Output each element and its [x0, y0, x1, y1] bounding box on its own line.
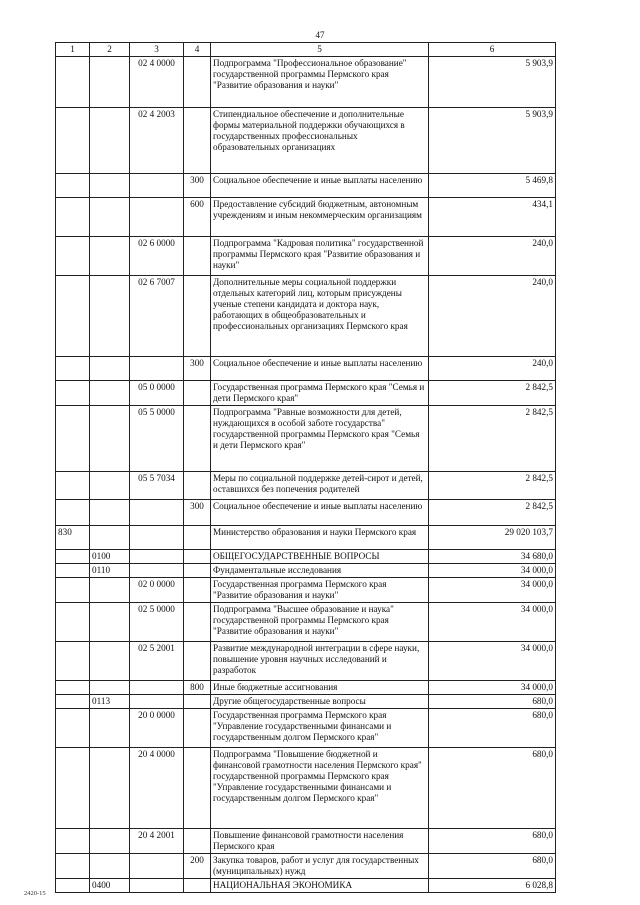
table-row: [56, 57, 556, 108]
code-2-cell: [90, 642, 130, 681]
description-cell: Подпрограмма "Кадровая политика" государственной программы Пермского края "Развитие образования и науки": [211, 237, 429, 276]
code-1-cell: [56, 472, 90, 500]
column-header-5: 5: [211, 43, 429, 57]
table-row: [56, 603, 556, 642]
description-cell: Социальное обеспечение и иные выплаты населению: [211, 357, 429, 381]
amount-cell: 34 000,0: [429, 564, 556, 578]
code-4-cell: [184, 578, 211, 603]
table-row: [56, 500, 556, 526]
code-1-cell: [56, 879, 90, 893]
description-cell: Министерство образования и науки Пермского края: [211, 526, 429, 550]
table-row: [56, 854, 556, 879]
code-4-cell: [184, 381, 211, 406]
amount-cell: 680,0: [429, 695, 556, 709]
code-1-cell: [56, 57, 90, 108]
code-3-cell: 05 0 0000: [130, 381, 184, 406]
amount-cell: 34 000,0: [429, 681, 556, 695]
code-4-cell: [184, 550, 211, 564]
amount-cell: 240,0: [429, 237, 556, 276]
code-1-cell: [56, 276, 90, 357]
code-3-cell: [130, 879, 184, 893]
code-1-cell: [56, 603, 90, 642]
code-4-cell: [184, 695, 211, 709]
description-cell: Социальное обеспечение и иные выплаты населению: [211, 500, 429, 526]
code-3-cell: [130, 500, 184, 526]
code-4-cell: 600: [184, 198, 211, 237]
code-2-cell: [90, 237, 130, 276]
code-1-cell: [56, 198, 90, 237]
description-cell: Развитие международной интеграции в сфере науки, повышение уровня научных исследований и разработок: [211, 642, 429, 681]
code-1-cell: [56, 564, 90, 578]
code-4-cell: 800: [184, 681, 211, 695]
amount-cell: 34 000,0: [429, 642, 556, 681]
amount-cell: 34 000,0: [429, 578, 556, 603]
code-3-cell: 20 4 0000: [130, 748, 184, 829]
description-cell: ОБЩЕГОСУДАРСТВЕННЫЕ ВОПРОСЫ: [211, 550, 429, 564]
amount-cell: 2 842,5: [429, 472, 556, 500]
column-header-4: 4: [184, 43, 211, 57]
code-1-cell: [56, 709, 90, 748]
description-cell: Иные бюджетные ассигнования: [211, 681, 429, 695]
code-4-cell: [184, 709, 211, 748]
code-2-cell: [90, 603, 130, 642]
code-2-cell: [90, 108, 130, 174]
table-row: [56, 879, 556, 893]
amount-cell: 240,0: [429, 276, 556, 357]
code-2-cell: [90, 406, 130, 472]
code-2-cell: [90, 709, 130, 748]
column-header-1: 1: [56, 43, 90, 57]
code-4-cell: [184, 603, 211, 642]
table-row: [56, 709, 556, 748]
amount-cell: 5 469,8: [429, 174, 556, 198]
code-4-cell: [184, 829, 211, 854]
code-3-cell: 20 4 2001: [130, 829, 184, 854]
code-2-cell: 0110: [90, 564, 130, 578]
description-cell: НАЦИОНАЛЬНАЯ ЭКОНОМИКА: [211, 879, 429, 893]
description-cell: Стипендиальное обеспечение и дополнительные формы материальной поддержки обучающихся в государственных профессиональных образовательных организациях: [211, 108, 429, 174]
description-cell: Другие общегосударственные вопросы: [211, 695, 429, 709]
description-cell: Социальное обеспечение и иные выплаты населению: [211, 174, 429, 198]
code-3-cell: [130, 550, 184, 564]
code-1-cell: [56, 748, 90, 829]
table-row: [56, 198, 556, 237]
column-header-3: 3: [130, 43, 184, 57]
amount-cell: 5 903,9: [429, 108, 556, 174]
amount-cell: 680,0: [429, 829, 556, 854]
code-4-cell: [184, 472, 211, 500]
code-4-cell: [184, 879, 211, 893]
amount-cell: 5 903,9: [429, 57, 556, 108]
description-cell: Подпрограмма "Равные возможности для детей, нуждающихся в особой заботе государства" государственной программы Пермского края "Семья и дети Пермского края": [211, 406, 429, 472]
table-row: [56, 526, 556, 550]
code-3-cell: [130, 357, 184, 381]
description-cell: Государственная программа Пермского края "Управление государственными финансами и государственным долгом Пермского края": [211, 709, 429, 748]
code-2-cell: [90, 854, 130, 879]
amount-cell: 2 842,5: [429, 406, 556, 472]
description-cell: Подпрограмма "Высшее образование и наука" государственной программы Пермского края "Развитие образования и науки": [211, 603, 429, 642]
code-3-cell: 02 5 2001: [130, 642, 184, 681]
code-2-cell: [90, 681, 130, 695]
document-stamp: 2420-15: [24, 890, 46, 897]
code-3-cell: [130, 854, 184, 879]
code-1-cell: [56, 500, 90, 526]
table-row: [56, 642, 556, 681]
description-cell: Предоставление субсидий бюджетным, автономным учреждениям и иным некоммерческим организациям: [211, 198, 429, 237]
code-2-cell: [90, 198, 130, 237]
code-4-cell: [184, 108, 211, 174]
description-cell: Подпрограмма "Профессиональное образование" государственной программы Пермского края "Развитие образования и науки": [211, 57, 429, 108]
amount-cell: 2 842,5: [429, 500, 556, 526]
amount-cell: 240,0: [429, 357, 556, 381]
code-1-cell: [56, 681, 90, 695]
description-cell: Фундаментальные исследования: [211, 564, 429, 578]
code-3-cell: 02 5 0000: [130, 603, 184, 642]
code-2-cell: [90, 381, 130, 406]
code-1-cell: [56, 829, 90, 854]
description-cell: Дополнительные меры социальной поддержки отдельных категорий лиц, которым присуждены ученые степени кандидата и доктора наук, работающих в общеобразовательных и профессиональных организациях Пермского края: [211, 276, 429, 357]
table-row: [56, 578, 556, 603]
amount-cell: 29 020 103,7: [429, 526, 556, 550]
description-cell: Повышение финансовой грамотности населения Пермского края: [211, 829, 429, 854]
code-2-cell: 0100: [90, 550, 130, 564]
code-4-cell: [184, 642, 211, 681]
table-row: [56, 357, 556, 381]
code-2-cell: [90, 174, 130, 198]
code-1-cell: [56, 381, 90, 406]
code-3-cell: 02 6 7007: [130, 276, 184, 357]
amount-cell: 6 028,8: [429, 879, 556, 893]
table-row: [56, 108, 556, 174]
table-row: [56, 681, 556, 695]
code-3-cell: 02 0 0000: [130, 578, 184, 603]
amount-cell: 2 842,5: [429, 381, 556, 406]
code-1-cell: [56, 237, 90, 276]
code-3-cell: 02 6 0000: [130, 237, 184, 276]
code-3-cell: [130, 681, 184, 695]
amount-cell: 34 680,0: [429, 550, 556, 564]
code-1-cell: [56, 406, 90, 472]
code-1-cell: [56, 174, 90, 198]
code-3-cell: [130, 564, 184, 578]
table-row: [56, 748, 556, 829]
table-row: [56, 472, 556, 500]
description-cell: Государственная программа Пермского края "Развитие образования и науки": [211, 578, 429, 603]
code-4-cell: [184, 748, 211, 829]
header-row: [56, 43, 556, 57]
table-row: [56, 237, 556, 276]
table-row: [56, 564, 556, 578]
description-cell: Государственная программа Пермского края "Семья и дети Пермского края": [211, 381, 429, 406]
code-1-cell: [56, 550, 90, 564]
table-row: [56, 829, 556, 854]
code-1-cell: [56, 357, 90, 381]
amount-cell: 680,0: [429, 748, 556, 829]
code-3-cell: 02 4 2003: [130, 108, 184, 174]
code-2-cell: [90, 472, 130, 500]
code-4-cell: [184, 526, 211, 550]
page-number: 47: [315, 30, 325, 40]
code-1-cell: 830: [56, 526, 90, 550]
code-4-cell: 300: [184, 357, 211, 381]
code-1-cell: [56, 854, 90, 879]
table-row: [56, 695, 556, 709]
code-3-cell: [130, 695, 184, 709]
code-4-cell: [184, 237, 211, 276]
table-row: [56, 550, 556, 564]
code-3-cell: [130, 198, 184, 237]
code-2-cell: [90, 526, 130, 550]
description-cell: Подпрограмма "Повышение бюджетной и финансовой грамотности населения Пермского края" государственной программы Пермского края "Управление государственными финансами и государственным долгом Пермского края": [211, 748, 429, 829]
amount-cell: 680,0: [429, 854, 556, 879]
code-2-cell: [90, 57, 130, 108]
column-header-2: 2: [90, 43, 130, 57]
code-4-cell: 200: [184, 854, 211, 879]
code-3-cell: [130, 526, 184, 550]
code-1-cell: [56, 578, 90, 603]
table-row: [56, 276, 556, 357]
code-4-cell: [184, 57, 211, 108]
code-2-cell: [90, 829, 130, 854]
code-1-cell: [56, 108, 90, 174]
code-3-cell: 05 5 7034: [130, 472, 184, 500]
code-4-cell: [184, 564, 211, 578]
code-2-cell: [90, 276, 130, 357]
code-3-cell: [130, 174, 184, 198]
code-2-cell: [90, 748, 130, 829]
code-4-cell: 300: [184, 174, 211, 198]
code-2-cell: 0113: [90, 695, 130, 709]
amount-cell: 434,1: [429, 198, 556, 237]
description-cell: Меры по социальной поддержке детей-сирот и детей, оставшихся без попечения родителей: [211, 472, 429, 500]
code-3-cell: 02 4 0000: [130, 57, 184, 108]
code-2-cell: 0400: [90, 879, 130, 893]
code-1-cell: [56, 642, 90, 681]
code-2-cell: [90, 357, 130, 381]
code-4-cell: 300: [184, 500, 211, 526]
code-2-cell: [90, 500, 130, 526]
code-3-cell: 20 0 0000: [130, 709, 184, 748]
description-cell: Закупка товаров, работ и услуг для государственных (муниципальных) нужд: [211, 854, 429, 879]
column-header-6: 6: [429, 43, 556, 57]
table-row: [56, 381, 556, 406]
table-row: [56, 174, 556, 198]
amount-cell: 680,0: [429, 709, 556, 748]
code-4-cell: [184, 406, 211, 472]
code-3-cell: 05 5 0000: [130, 406, 184, 472]
code-1-cell: [56, 695, 90, 709]
table-row: [56, 406, 556, 472]
amount-cell: 34 000,0: [429, 603, 556, 642]
budget-table: [55, 42, 556, 893]
code-4-cell: [184, 276, 211, 357]
code-2-cell: [90, 578, 130, 603]
